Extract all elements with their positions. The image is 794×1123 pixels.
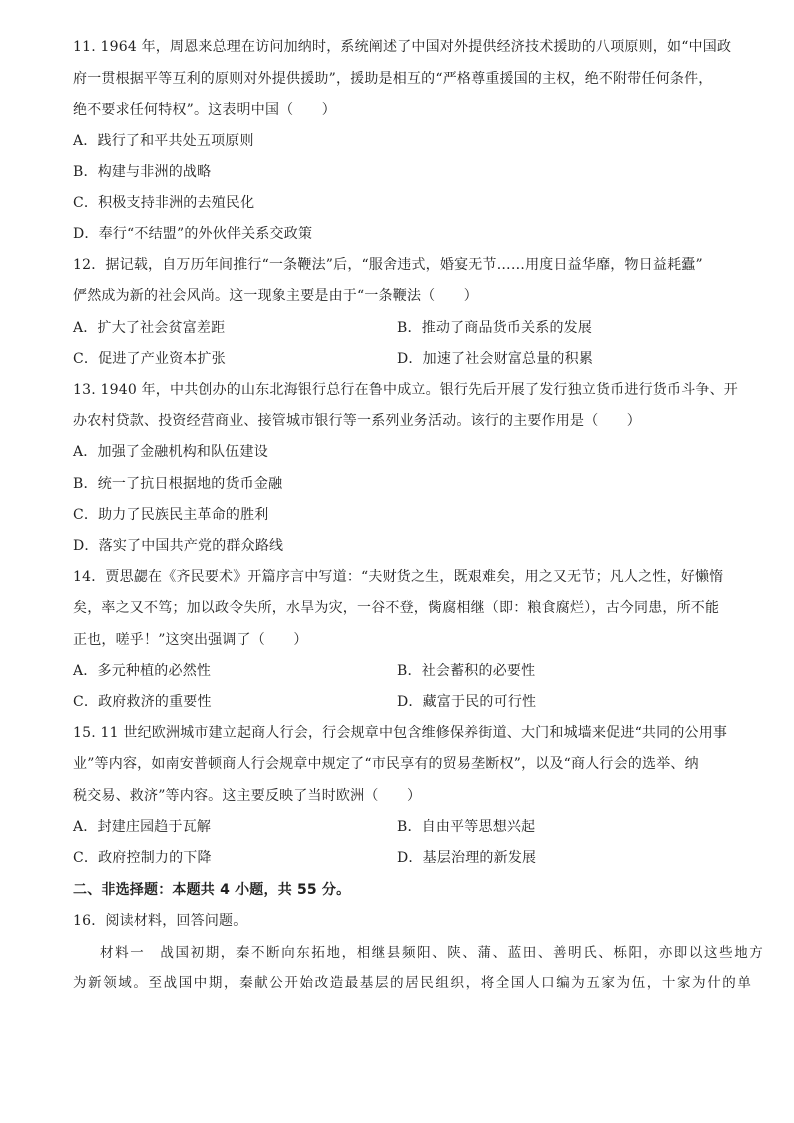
q13-option-b: B．统一了抗日根据地的货币金融 xyxy=(73,476,283,492)
q15-option-d: D．基层治理的新发展 xyxy=(397,850,537,866)
q11-stem-line3: 绝不要求任何特权”。这表明中国（ ） xyxy=(73,102,336,118)
q15-option-b: B．自由平等思想兴起 xyxy=(397,819,536,835)
q11-stem-line2: 府一贯根据平等互利的原则对外提供援助”，援助是相互的“严格尊重援国的主权，绝不附带任何条件， xyxy=(73,71,713,87)
q13-stem-line1: 13. 1940 年，中共创办的山东北海银行总行在鲁中成立。银行先后开展了发行独立货币进行货币斗争、开 xyxy=(73,382,738,398)
q14-stem-line1: 14．贾思勰在《齐民要术》开篇序言中写道：“夫财货之生，既艰难矣，用之又无节；凡人之性，好懒惰 xyxy=(73,569,724,585)
q14-option-c: C．政府救济的重要性 xyxy=(73,694,212,710)
q15-stem-line3: 税交易、救济”等内容。这主要反映了当时欧洲（ ） xyxy=(73,788,422,804)
q12-option-c: C．促进了产业资本扩张 xyxy=(73,351,226,367)
q12-stem-line1: 12．据记载，自万历年间推行“一条鞭法”后，“服舍违式，婚宴无节……用度日益华靡，物日益耗蠹” xyxy=(73,257,703,273)
q11-stem-line1: 11. 1964 年，周恩来总理在访问加纳时，系统阐述了中国对外提供经济技术援助的八项原则，如“中国政 xyxy=(73,39,732,55)
q14-stem-line2: 矣，率之又不笃；加以政令失所，水旱为灾，一谷不登，胔腐相继（即：粮食腐烂），古今同患，所不能 xyxy=(73,600,720,616)
q14-option-a: A．多元种植的必然性 xyxy=(73,663,212,679)
q12-option-b: B．推动了商品货币关系的发展 xyxy=(397,320,593,336)
q14-option-b: B．社会蓄积的必要性 xyxy=(397,663,536,679)
q14-option-d: D．藏富于民的可行性 xyxy=(397,694,537,710)
q16-material-line2: 为新领域。至战国中期，秦献公开始改造最基层的居民组织，将全国人口编为五家为伍，十家为什的单 xyxy=(73,975,753,991)
q12-stem-line2: 俨然成为新的社会风尚。这一现象主要是由于“一条鞭法（ ） xyxy=(73,288,478,304)
q15-option-c: C．政府控制力的下降 xyxy=(73,850,212,866)
q15-option-a: A．封建庄园趋于瓦解 xyxy=(73,819,212,835)
q11-option-d: D．奉行“不结盟”的外伙伴关系交政策 xyxy=(73,226,313,242)
q14-stem-line3: 正也，嗟乎！”这突出强调了（ ） xyxy=(73,632,308,648)
q11-option-b: B．构建与非洲的战略 xyxy=(73,164,212,180)
q13-option-c: C．助力了民族民主革命的胜利 xyxy=(73,507,269,523)
q13-option-a: A．加强了金融机构和队伍建设 xyxy=(73,444,268,460)
q16-stem: 16．阅读材料，回答问题。 xyxy=(73,913,248,929)
q12-option-a: A．扩大了社会贫富差距 xyxy=(73,320,226,336)
q15-stem-line2: 业”等内容，如南安普顿商人行会规章中规定了“市民享有的贸易垄断权”，以及“商人行会的选举、纳 xyxy=(73,756,699,772)
q16-material-line1: 材料一 战国初期，秦不断向东拓地，相继县频阳、陕、蒲、蓝田、善明氏、栎阳，亦即以这些地方 xyxy=(100,945,765,961)
q12-option-d: D．加速了社会财富总量的积累 xyxy=(397,351,594,367)
q13-stem-line2: 办农村贷款、投资经营商业、接管城市银行等一系列业务活动。该行的主要作用是（ ） xyxy=(73,413,641,429)
q13-option-d: D．落实了中国共产党的群众路线 xyxy=(73,538,284,554)
q15-stem-line1: 15. 11 世纪欧洲城市建立起商人行会，行会规章中包含维修保养街道、大门和城墙来促进“共同的公用事 xyxy=(73,725,728,741)
q11-option-c: C．积极支持非洲的去殖民化 xyxy=(73,195,255,211)
section-title: 二、非选择题：本题共 4 小题，共 55 分。 xyxy=(73,882,351,898)
q11-option-a: A．践行了和平共处五项原则 xyxy=(73,133,254,149)
